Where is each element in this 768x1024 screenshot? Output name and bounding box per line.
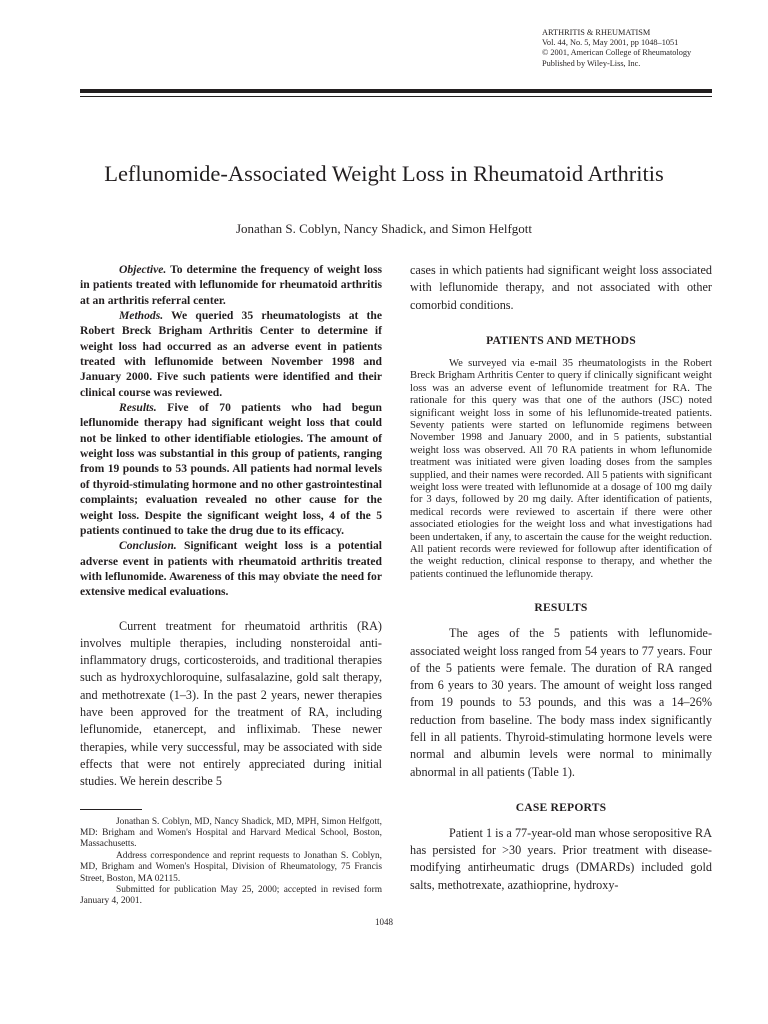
footnote-submission: Submitted for publication May 25, 2000; accepted in revised form January 4, 2001.: [80, 884, 382, 907]
journal-copyright: © 2001, American College of Rheumatology: [542, 48, 692, 58]
results-heading: RESULTS: [534, 601, 588, 615]
journal-header: [542, 28, 752, 69]
intro-paragraph: Current treatment for rheumatoid arthritis (RA) involves multiple therapies, including nonsteroidal anti-inflammatory drugs, corticosteroids, and traditional therapies such as hydroxychloroquine, sulfasalazine, gold salt therapy, and methotrexate (1–3). In the past 2 years, newer therapies have been approved for the treatment of RA, including leflunomide, etanercept, and infliximab. These newer therapies, while very successful, may be associated with side effects that were not entirely appreciated during initial studies. We herein describe 5: [80, 618, 382, 789]
journal-publisher: Published by Wiley-Liss, Inc.: [542, 58, 641, 68]
abstract-results-text: Five of 70 patients who had begun leflunomide therapy had significant weight loss that could not be linked to other identifiable etiologies. The amount of weight loss was substantial in this group of patients, ranging from 19 pounds to 53 pounds. All patients had normal levels of thyroid-stimulating hormone and no other gastrointestinal complaints; evaluation revealed no other cause for the weight loss. Despite the significant weight loss, 4 of the 5 patients continued to take the drug due to its efficacy.: [80, 401, 382, 537]
journal-volume: Vol. 44, No. 5, May 2001, pp 1048–1051: [542, 38, 679, 48]
abstract-methods-label: Methods.: [119, 309, 164, 323]
abstract-results: [80, 400, 382, 538]
intro-continuation: cases in which patients had significant weight loss associated with leflunomide therapy, and not associated with other comorbid conditions.: [410, 263, 712, 312]
case-reports-heading: CASE REPORTS: [515, 800, 607, 814]
article-title: Leflunomide-Associated Weight Loss in Rheumatoid Arthritis: [104, 161, 664, 186]
footnote-affiliations: Jonathan S. Coblyn, MD, Nancy Shadick, MD, MPH, Simon Helfgott, MD: Brigham and Women's Hospital and Harvard Medical School, Boston, Massachusetts.: [80, 816, 382, 850]
abstract-methods-text: We queried 35 rheumatologists at the Robert Breck Brigham Arthritis Center to determine if weight loss had occurred as an adverse event in patients treated with leflunomide between November 1998 and January 2000. Five such patients were identified and their clinical course was reviewed.: [80, 309, 382, 399]
methods-heading: PATIENTS AND METHODS: [486, 333, 636, 347]
methods-section: [410, 358, 712, 581]
left-column: [80, 262, 382, 908]
intro-section: [80, 618, 382, 791]
page-number: 1048: [375, 917, 393, 927]
abstract-methods: [80, 308, 382, 400]
abstract-objective: [80, 262, 382, 308]
case-reports-paragraph: Patient 1 is a 77-year-old man whose seropositive RA has persisted for >30 years. Prior treatment with disease-modifying antirheumatic drugs (DMARDs) included gold salts, methotrexate, azathioprine, hydroxy-: [410, 825, 712, 892]
abstract: [80, 262, 382, 600]
journal-name: ARTHRITIS & RHEUMATISM: [542, 28, 651, 37]
right-column: [410, 262, 712, 894]
results-paragraph: The ages of the 5 patients with leflunomide-associated weight loss ranged from 54 years to 77 years. Four of the 5 patients were female. The duration of RA ranged from 6 years to 30 years. The amount of weight loss ranged from 19 pounds to 53 pounds, and this was a 14–26% reduction from baseline. The body mass index significantly fell in all patients. Thyroid-stimulating hormone levels were normal and albumin levels were normal to minimally abnormal in all patients (Table 1).: [410, 626, 712, 779]
article-authors: Jonathan S. Coblyn, Nancy Shadick, and Simon Helfgott: [235, 221, 533, 236]
abstract-results-label: Results.: [119, 401, 157, 415]
results-section: [410, 625, 712, 781]
abstract-conclusion: [80, 538, 382, 599]
intro-continuation-section: [410, 262, 712, 314]
footnote-correspondence: Address correspondence and reprint requests to Jonathan S. Coblyn, MD, Brigham and Women's Hospital, Division of Rheumatology, 75 Francis Street, Boston, MA 02115.: [80, 850, 382, 884]
footnotes: [80, 817, 382, 908]
header-rule-thin: [80, 96, 712, 97]
header-rule-thick: [80, 89, 712, 93]
abstract-objective-label: Objective.: [119, 263, 167, 276]
abstract-conclusion-label: Conclusion.: [119, 539, 177, 553]
methods-paragraph: We surveyed via e-mail 35 rheumatologists in the Robert Breck Brigham Arthritis Center to query if clinically significant weight loss was an adverse event of leflunomide treatment for RA. The rationale for this query was that one of the authors (JSC) noted significant weight loss in some of his leflunomide-treated patients. Seventy patients were started on leflunomide regimens between November 1998 and January 2000, and in 5 patients, substantial weight loss was observed. All 70 RA patients in whom leflunomide treatment was initiated were given loading doses from the samples supplied, and their names were recorded. All 5 patients with significant weight loss were treated with leflunomide at a dosage of 100 mg daily for 3 days, followed by 20 mg daily. After identification of patients, medical records were reviewed to ascertain if there were other associated etiologies for the weight loss and what investigations had been undertaken, if any, to ascertain the cause for the weight reduction. All patient records were reviewed for followup after identification of the weight reduction, clinical response to therapy, and whether the patients continued the leflunomide therapy.: [410, 357, 712, 580]
footnote-rule: [80, 809, 142, 810]
abstract-objective-text: To determine the frequency of weight loss in patients treated with leflunomide for rheumatoid arthritis at an arthritis referral center.: [80, 263, 382, 307]
case-reports-section: [410, 825, 712, 894]
abstract-conclusion-text: Significant weight loss is a potential adverse event in patients with rheumatoid arthritis treated with leflunomide. Awareness of this may obviate the need for extensive medical evaluations.: [80, 539, 382, 599]
